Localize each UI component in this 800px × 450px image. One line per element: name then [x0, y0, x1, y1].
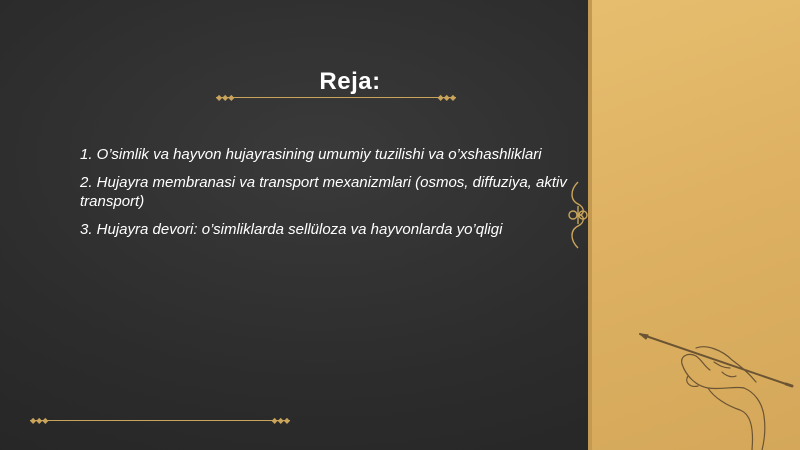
slide-title: Reja:: [319, 68, 381, 95]
title-divider: [216, 93, 456, 103]
divider-ornament-icon: ◆◆◆: [271, 416, 290, 425]
divider-ornament-icon: ◆◆◆: [216, 93, 235, 102]
plan-item: 2. Hujayra membranasi va transport mexanizmlari (osmos, diffuziya, aktiv transport): [80, 174, 567, 210]
divider-ornament-icon: ◆◆◆: [30, 416, 49, 425]
bottom-divider: [30, 416, 290, 426]
hand-holding-pen-icon: [636, 326, 800, 450]
plan-list: [80, 145, 580, 248]
scroll-ornament-icon: [566, 180, 590, 250]
plan-item: 3. Hujayra devori: o’simliklarda sellüloza va hayvonlarda yo’qligi: [80, 221, 503, 238]
divider-line: [30, 420, 290, 421]
plan-item: 1. O’simlik va hayvon hujayrasining umumiy tuzilishi va o’xshashliklari: [80, 146, 542, 163]
divider-ornament-icon: ◆◆◆: [437, 93, 456, 102]
divider-line: [216, 97, 456, 98]
